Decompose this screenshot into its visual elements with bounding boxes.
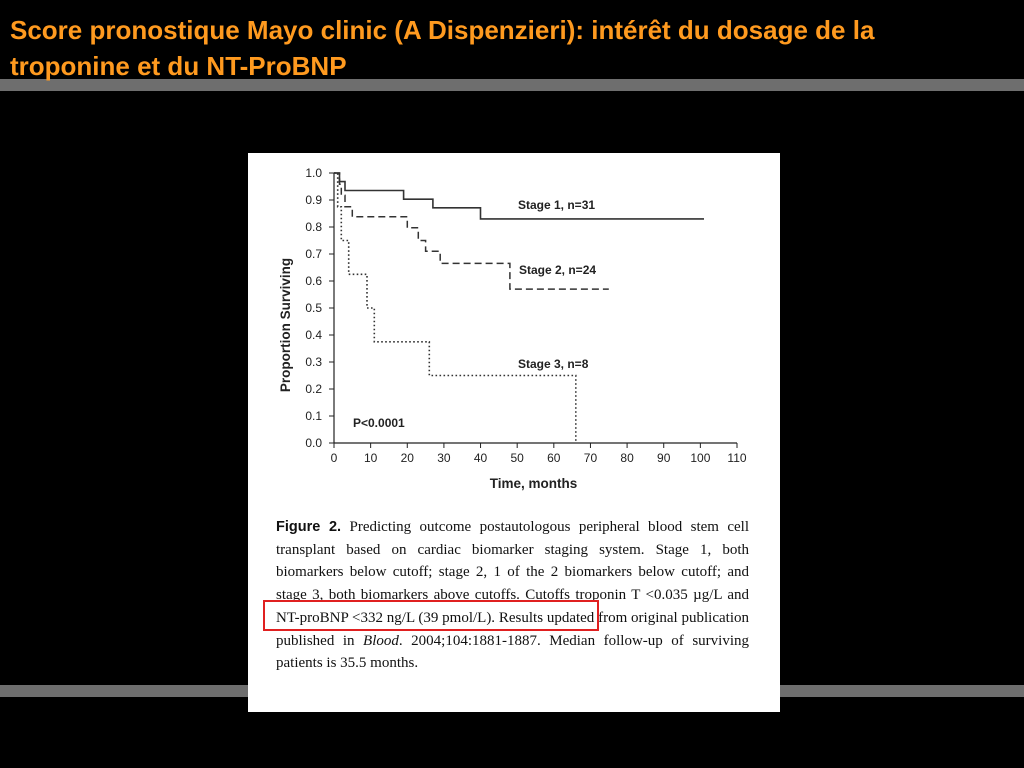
y-tick-label: 0.2 (305, 382, 322, 396)
x-tick-label: 50 (510, 451, 524, 465)
y-tick-label: 0.8 (305, 220, 322, 234)
p-value-annotation: P<0.0001 (353, 416, 405, 430)
series-label-3: Stage 3, n=8 (518, 357, 589, 371)
y-tick-label: 0.6 (305, 274, 322, 288)
x-tick-label: 40 (473, 451, 488, 465)
x-tick-label: 30 (437, 451, 451, 465)
figure-panel (248, 153, 780, 712)
x-tick-label: 10 (363, 451, 378, 465)
y-axis-label: Proportion Surviving (278, 257, 293, 393)
series-label-2: Stage 2, n=24 (519, 263, 597, 277)
series-curve-1 (334, 173, 704, 219)
y-tick-label: 0.0 (305, 436, 322, 450)
y-tick-label: 0.5 (305, 301, 322, 315)
survival-chart (248, 153, 780, 503)
slide-title: Score pronostique Mayo clinic (A Dispenzieri): intérêt du dosage de la troponine et du NT-ProBNP (10, 15, 875, 81)
series-curve-3 (334, 173, 576, 443)
series-label-1: Stage 1, n=31 (518, 198, 596, 212)
x-tick-label: 60 (547, 451, 561, 465)
y-tick-label: 0.1 (305, 409, 322, 423)
figure-label: Figure 2. (276, 519, 342, 535)
highlight-box (263, 600, 599, 631)
x-tick-label: 100 (690, 451, 711, 465)
caption-journal: Blood (363, 632, 399, 649)
caption-text-2: (39 pmol/L). Results updated from original publication published in (276, 609, 749, 649)
x-tick-label: 20 (400, 451, 414, 465)
x-tick-label: 70 (583, 451, 598, 465)
y-tick-label: 0.9 (305, 193, 322, 207)
caption-highlighted-cutoffs: T <0.035 µg/L and NT-proBNP <332 ng/L (276, 587, 749, 626)
caption-text-1: Predicting outcome postautologous peripheral blood stem cell transplant based on cardiac biomarker staging system. Stage 1, both biomarkers below cutoff; stage 2, 1 of the 2 biomarkers below cutoff; and stage 3, both biomarkers above cutoffs. Cutoffs troponin (276, 519, 749, 604)
x-tick-label: 0 (330, 451, 338, 465)
y-tick-label: 0.7 (305, 247, 322, 261)
x-tick-label: 90 (657, 451, 671, 465)
y-tick-label: 0.4 (305, 328, 322, 342)
x-axis-label: Time, months (489, 476, 578, 491)
x-tick-label: 110 (727, 451, 747, 465)
x-tick-label: 80 (620, 451, 634, 465)
y-tick-label: 1.0 (305, 166, 322, 180)
y-tick-label: 0.3 (305, 355, 322, 369)
caption-text-3: . 2004;104:1881-1887. Median follow-up of surviving patients is 35.5 months. (276, 632, 749, 672)
figure-caption (276, 516, 749, 675)
